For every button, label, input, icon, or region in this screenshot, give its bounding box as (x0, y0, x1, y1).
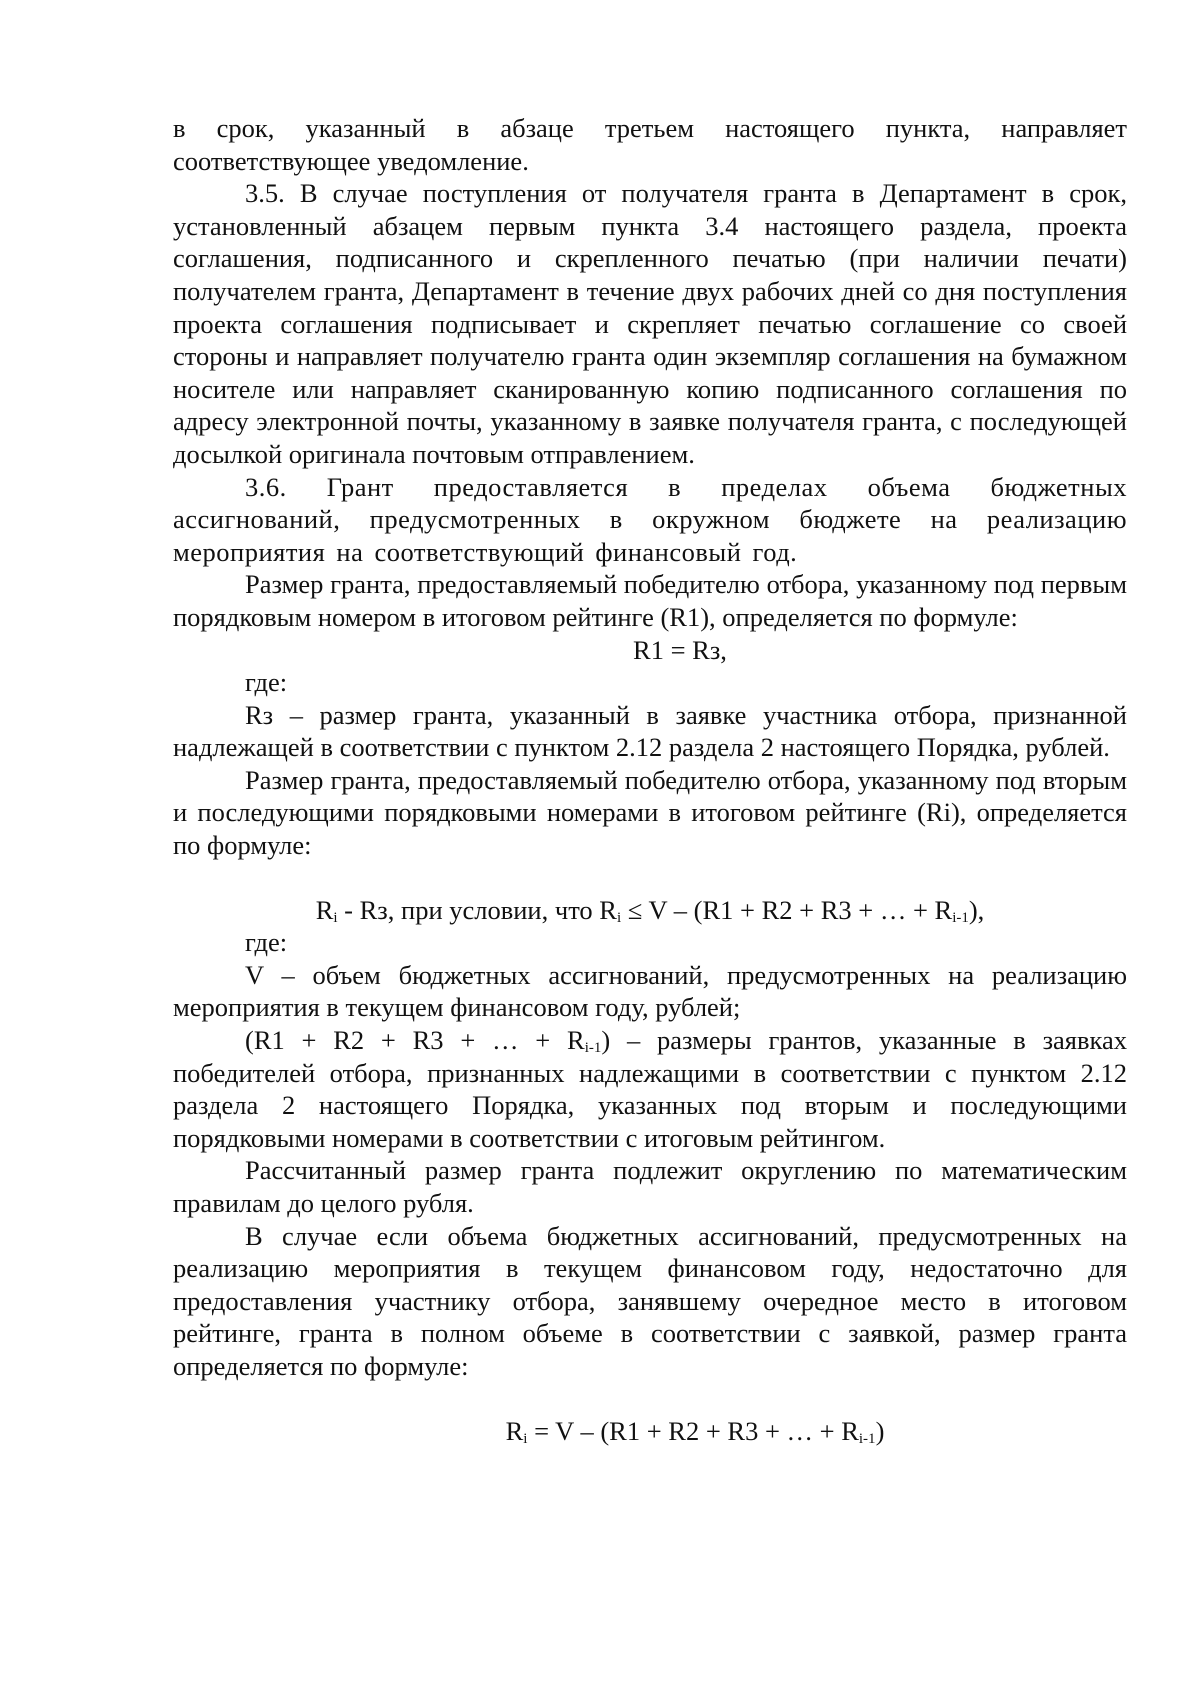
sum-lead: (R1 + R2 + R3 + … + R (245, 1025, 585, 1056)
where-label: где: (245, 927, 288, 958)
paragraph-insufficient-budget: В случае если объема бюджетных ассигнований, предусмотренных на реализацию мероприятия в текущем финансовом году, недостаточно для предоставления участнику отбора, занявшему очередное место в итоговом рейтинге, гранта в полном объеме в соответствии с заявкой, размер гранта определяется по формуле: (173, 1220, 1127, 1381)
paragraph-rounding: Рассчитанный размер гранта подлежит округлению по математическим правилам до целого рубля. (173, 1155, 1127, 1218)
formula-ri-remainder (173, 1415, 1127, 1448)
formula-text: = V – (R1 + R2 + R3 + … + R (527, 1415, 859, 1446)
formula-subscript: i (333, 909, 338, 926)
formula-r1: R1 = Rз, (633, 634, 727, 665)
formula-text: ), (968, 894, 985, 925)
paragraph-v-definition: V – объем бюджетных ассигнований, предусмотренных на реализацию мероприятия в текущем финансовом году, рублей; (173, 959, 1127, 1023)
formula-text: ≤ V – (R1 + R2 + R3 + … + R (621, 894, 953, 925)
formula-subscript: i-1 (584, 1040, 602, 1057)
sum-rest: ) – размеры грантов, указанные в заявках победителей отбора, признанных надлежащими в соответствии с пунктом 2.12 раздела 2 настоящего Порядка, указанных под вторым и последующими порядковыми номерами в соответствии с итоговым рейтингом. (173, 1025, 1127, 1153)
document-page (173, 112, 1127, 1447)
paragraph-grant-size-subsequent: Размер гранта, предоставляемый победителю отбора, указанному под вторым и последующими порядковыми номерами в итоговом рейтинге (Ri), определяется по формуле: (173, 764, 1127, 861)
formula-symbol: R (315, 894, 334, 925)
formula-subscript: i-1 (952, 909, 969, 926)
where-label: где: (245, 667, 288, 698)
paragraph-3-6: 3.6. Грант предоставляется в пределах объема бюджетных ассигнований, предусмотренных в окружном бюджете на реализацию мероприятия на соответствующий финансовый год. (173, 471, 1127, 567)
formula-text: ) (875, 1415, 885, 1446)
formula-subscript: i-1 (858, 1430, 876, 1447)
formula-symbol: R (505, 1415, 524, 1446)
paragraph-grant-size-first: Размер гранта, предоставляемый победителю отбора, указанному под первым порядковым номером в итоговом рейтинге (R1), определяется по формуле: (173, 569, 1127, 632)
paragraph-notice-deadline: в срок, указанный в абзаце третьем настоящего пункта, направляет соответствующее уведомление. (173, 113, 1127, 176)
paragraph-3-5: 3.5. В случае поступления от получателя гранта в Департамент в срок, установленный абзацем первым пункта 3.4 настоящего раздела, проекта соглашения, подписанного и скрепленного печатью (при наличии печати) получателем гранта, Департамент в течение двух рабочих дней со дня поступления проекта соглашения подписывает и скрепляет печатью соглашение со своей стороны и направляет получателю гранта один экземпляр соглашения на бумажном носителе или направляет сканированную копию подписанного соглашения по адресу электронной почты, указанному в заявке получателя гранта, с последующей досылкой оригинала почтовым отправлением. (173, 178, 1127, 469)
formula-text: - Rз, при условии, что R (337, 894, 617, 925)
formula-ri-condition (173, 894, 1127, 927)
formula-subscript: i (616, 909, 622, 926)
paragraph-rz-definition: Rз – размер гранта, указанный в заявке участника отбора, признанной надлежащей в соответствии с пунктом 2.12 раздела 2 настоящего Порядка, рублей. (173, 699, 1127, 763)
paragraph-sum-definition (173, 1024, 1127, 1154)
formula-subscript: i (523, 1430, 528, 1447)
